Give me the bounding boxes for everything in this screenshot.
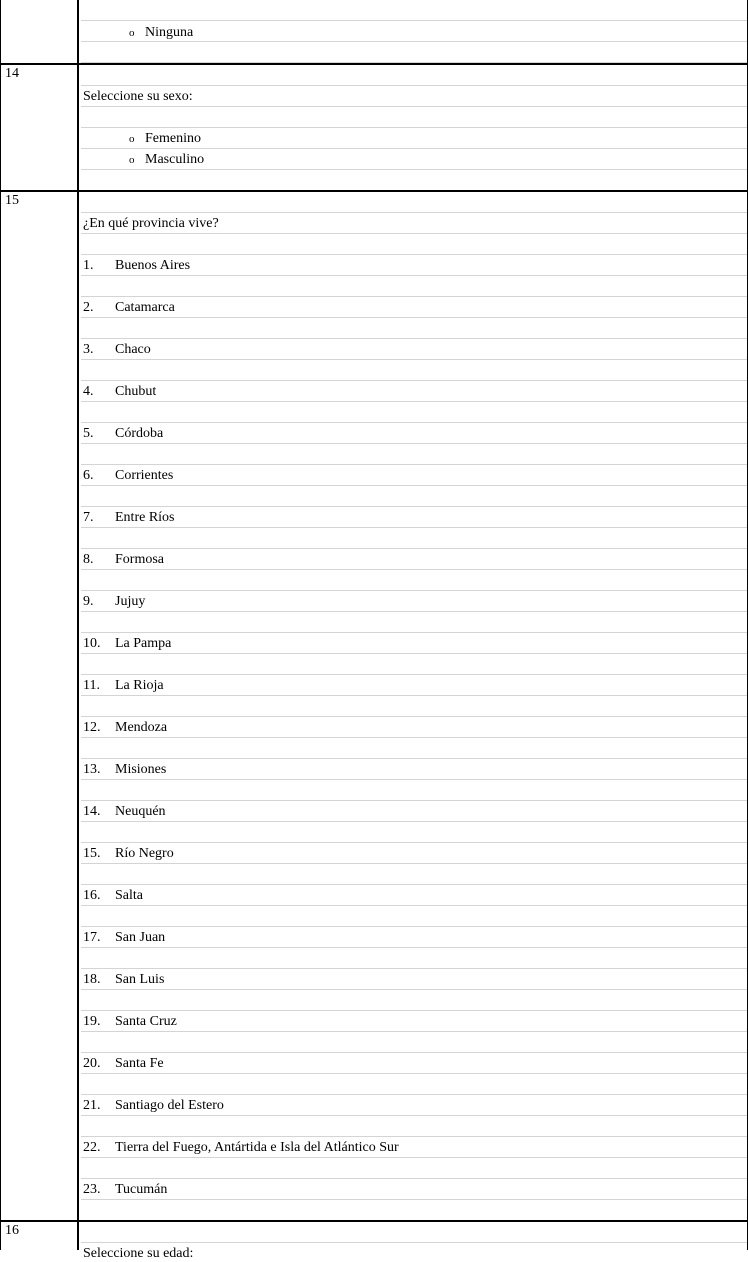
province-number: 1. xyxy=(83,258,94,273)
province-number: 18. xyxy=(83,972,101,987)
province-option[interactable]: La Pampa xyxy=(115,636,172,651)
ruled-line xyxy=(81,192,747,213)
province-option[interactable]: La Rioja xyxy=(115,678,164,693)
question-13-row xyxy=(0,0,748,63)
ruled-line xyxy=(81,570,747,591)
ruled-line xyxy=(81,528,747,549)
province-number: 14. xyxy=(83,804,101,819)
ruled-line xyxy=(81,591,747,612)
province-option[interactable]: San Juan xyxy=(115,930,166,945)
province-option[interactable]: Entre Ríos xyxy=(115,510,175,525)
question-15-text: ¿En qué provincia vive? xyxy=(83,216,219,231)
question-15-content xyxy=(81,192,748,1220)
ruled-line xyxy=(81,843,747,864)
province-number: 15. xyxy=(83,846,101,861)
province-number: 7. xyxy=(83,510,94,525)
province-option[interactable]: Tucumán xyxy=(115,1182,168,1197)
ruled-line xyxy=(81,486,747,507)
question-15-number: 15 xyxy=(0,192,79,1220)
province-number: 12. xyxy=(83,720,101,735)
ruled-line xyxy=(81,864,747,885)
ruled-line xyxy=(81,276,747,297)
province-number: 8. xyxy=(83,552,94,567)
province-option[interactable]: Río Negro xyxy=(115,846,174,861)
ruled-line xyxy=(81,738,747,759)
province-number: 4. xyxy=(83,384,94,399)
province-option[interactable]: Salta xyxy=(115,888,143,903)
province-option[interactable]: Catamarca xyxy=(115,300,175,315)
ruled-line xyxy=(81,465,747,486)
province-option[interactable]: Santa Fe xyxy=(115,1056,164,1071)
ruled-line xyxy=(81,1032,747,1053)
ruled-line xyxy=(81,822,747,843)
ruled-line xyxy=(81,1074,747,1095)
question-16-number: 16 xyxy=(0,1222,79,1250)
ruled-line xyxy=(81,402,747,423)
province-option[interactable]: Chubut xyxy=(115,384,157,399)
province-number: 17. xyxy=(83,930,101,945)
ruled-line xyxy=(81,1179,747,1200)
ruled-line xyxy=(81,339,747,360)
ruled-line xyxy=(81,444,747,465)
province-number: 19. xyxy=(83,1014,101,1029)
ruled-line xyxy=(81,507,747,528)
ruled-line xyxy=(81,423,747,444)
province-number: 16. xyxy=(83,888,101,903)
question-16-text: Seleccione su edad: xyxy=(83,1246,194,1261)
question-15-row xyxy=(0,192,748,1220)
ruled-line xyxy=(81,801,747,822)
province-option[interactable]: Mendoza xyxy=(115,720,168,735)
ruled-line xyxy=(81,675,747,696)
province-number: 2. xyxy=(83,300,94,315)
province-option[interactable]: Corrientes xyxy=(115,468,174,483)
province-number: 6. xyxy=(83,468,94,483)
province-number: 23. xyxy=(83,1182,101,1197)
ruled-line xyxy=(81,717,747,738)
province-number: 9. xyxy=(83,594,94,609)
ruled-line xyxy=(81,612,747,633)
ruled-line xyxy=(81,990,747,1011)
ruled-line xyxy=(81,1011,747,1032)
ruled-line xyxy=(81,1158,747,1179)
question-16-content xyxy=(81,1222,748,1261)
ruled-line xyxy=(81,234,747,255)
province-number: 22. xyxy=(83,1140,101,1155)
ruled-line xyxy=(81,885,747,906)
province-number: 13. xyxy=(83,762,101,777)
radio-circle-icon: o xyxy=(129,133,135,145)
province-option[interactable]: Tierra del Fuego, Antártida e Isla del Atlántico Sur xyxy=(115,1140,399,1155)
province-option[interactable]: Buenos Aires xyxy=(115,258,191,273)
radio-circle-icon: o xyxy=(129,154,135,166)
ruled-line xyxy=(81,318,747,339)
question-14-content xyxy=(81,65,748,190)
question-13-content xyxy=(81,0,748,63)
ruled-line xyxy=(81,969,747,990)
province-number: 11. xyxy=(83,678,100,693)
option-masculino[interactable]: o Masculino xyxy=(129,152,205,167)
radio-circle-icon: o xyxy=(129,27,135,39)
ruled-line xyxy=(81,360,747,381)
question-14-text: Seleccione su sexo: xyxy=(83,89,193,104)
ruled-line xyxy=(81,654,747,675)
province-number: 21. xyxy=(83,1098,101,1113)
ruled-line xyxy=(81,780,747,801)
province-option[interactable]: Chaco xyxy=(115,342,151,357)
question-13-option[interactable]: o Ninguna xyxy=(129,25,194,40)
ruled-line xyxy=(81,381,747,402)
ruled-line xyxy=(81,297,747,318)
province-option[interactable]: Jujuy xyxy=(115,594,146,609)
province-number: 5. xyxy=(83,426,94,441)
province-option[interactable]: Córdoba xyxy=(115,426,164,441)
province-number: 3. xyxy=(83,342,94,357)
question-16-row xyxy=(0,1222,748,1261)
ruled-line xyxy=(81,1200,747,1221)
question-14-row xyxy=(0,65,748,190)
question-14-number: 14 xyxy=(0,65,79,190)
ruled-line xyxy=(81,906,747,927)
province-number: 10. xyxy=(83,636,101,651)
ruled-line xyxy=(81,759,747,780)
ruled-line xyxy=(81,948,747,969)
ruled-line xyxy=(81,549,747,570)
province-option[interactable]: Formosa xyxy=(115,552,164,567)
province-option[interactable]: Misiones xyxy=(115,762,167,777)
province-option[interactable]: San Luis xyxy=(115,972,165,987)
province-option[interactable]: Santa Cruz xyxy=(115,1014,177,1029)
province-number: 20. xyxy=(83,1056,101,1071)
ruled-line xyxy=(81,696,747,717)
question-13-number-cell xyxy=(0,0,79,63)
ruled-line xyxy=(81,1053,747,1074)
ruled-line xyxy=(81,927,747,948)
ruled-line xyxy=(81,633,747,654)
ruled-line xyxy=(81,1116,747,1137)
option-femenino[interactable]: o Femenino xyxy=(129,131,201,146)
province-option[interactable]: Neuquén xyxy=(115,804,166,819)
province-option[interactable]: Santiago del Estero xyxy=(115,1098,224,1113)
